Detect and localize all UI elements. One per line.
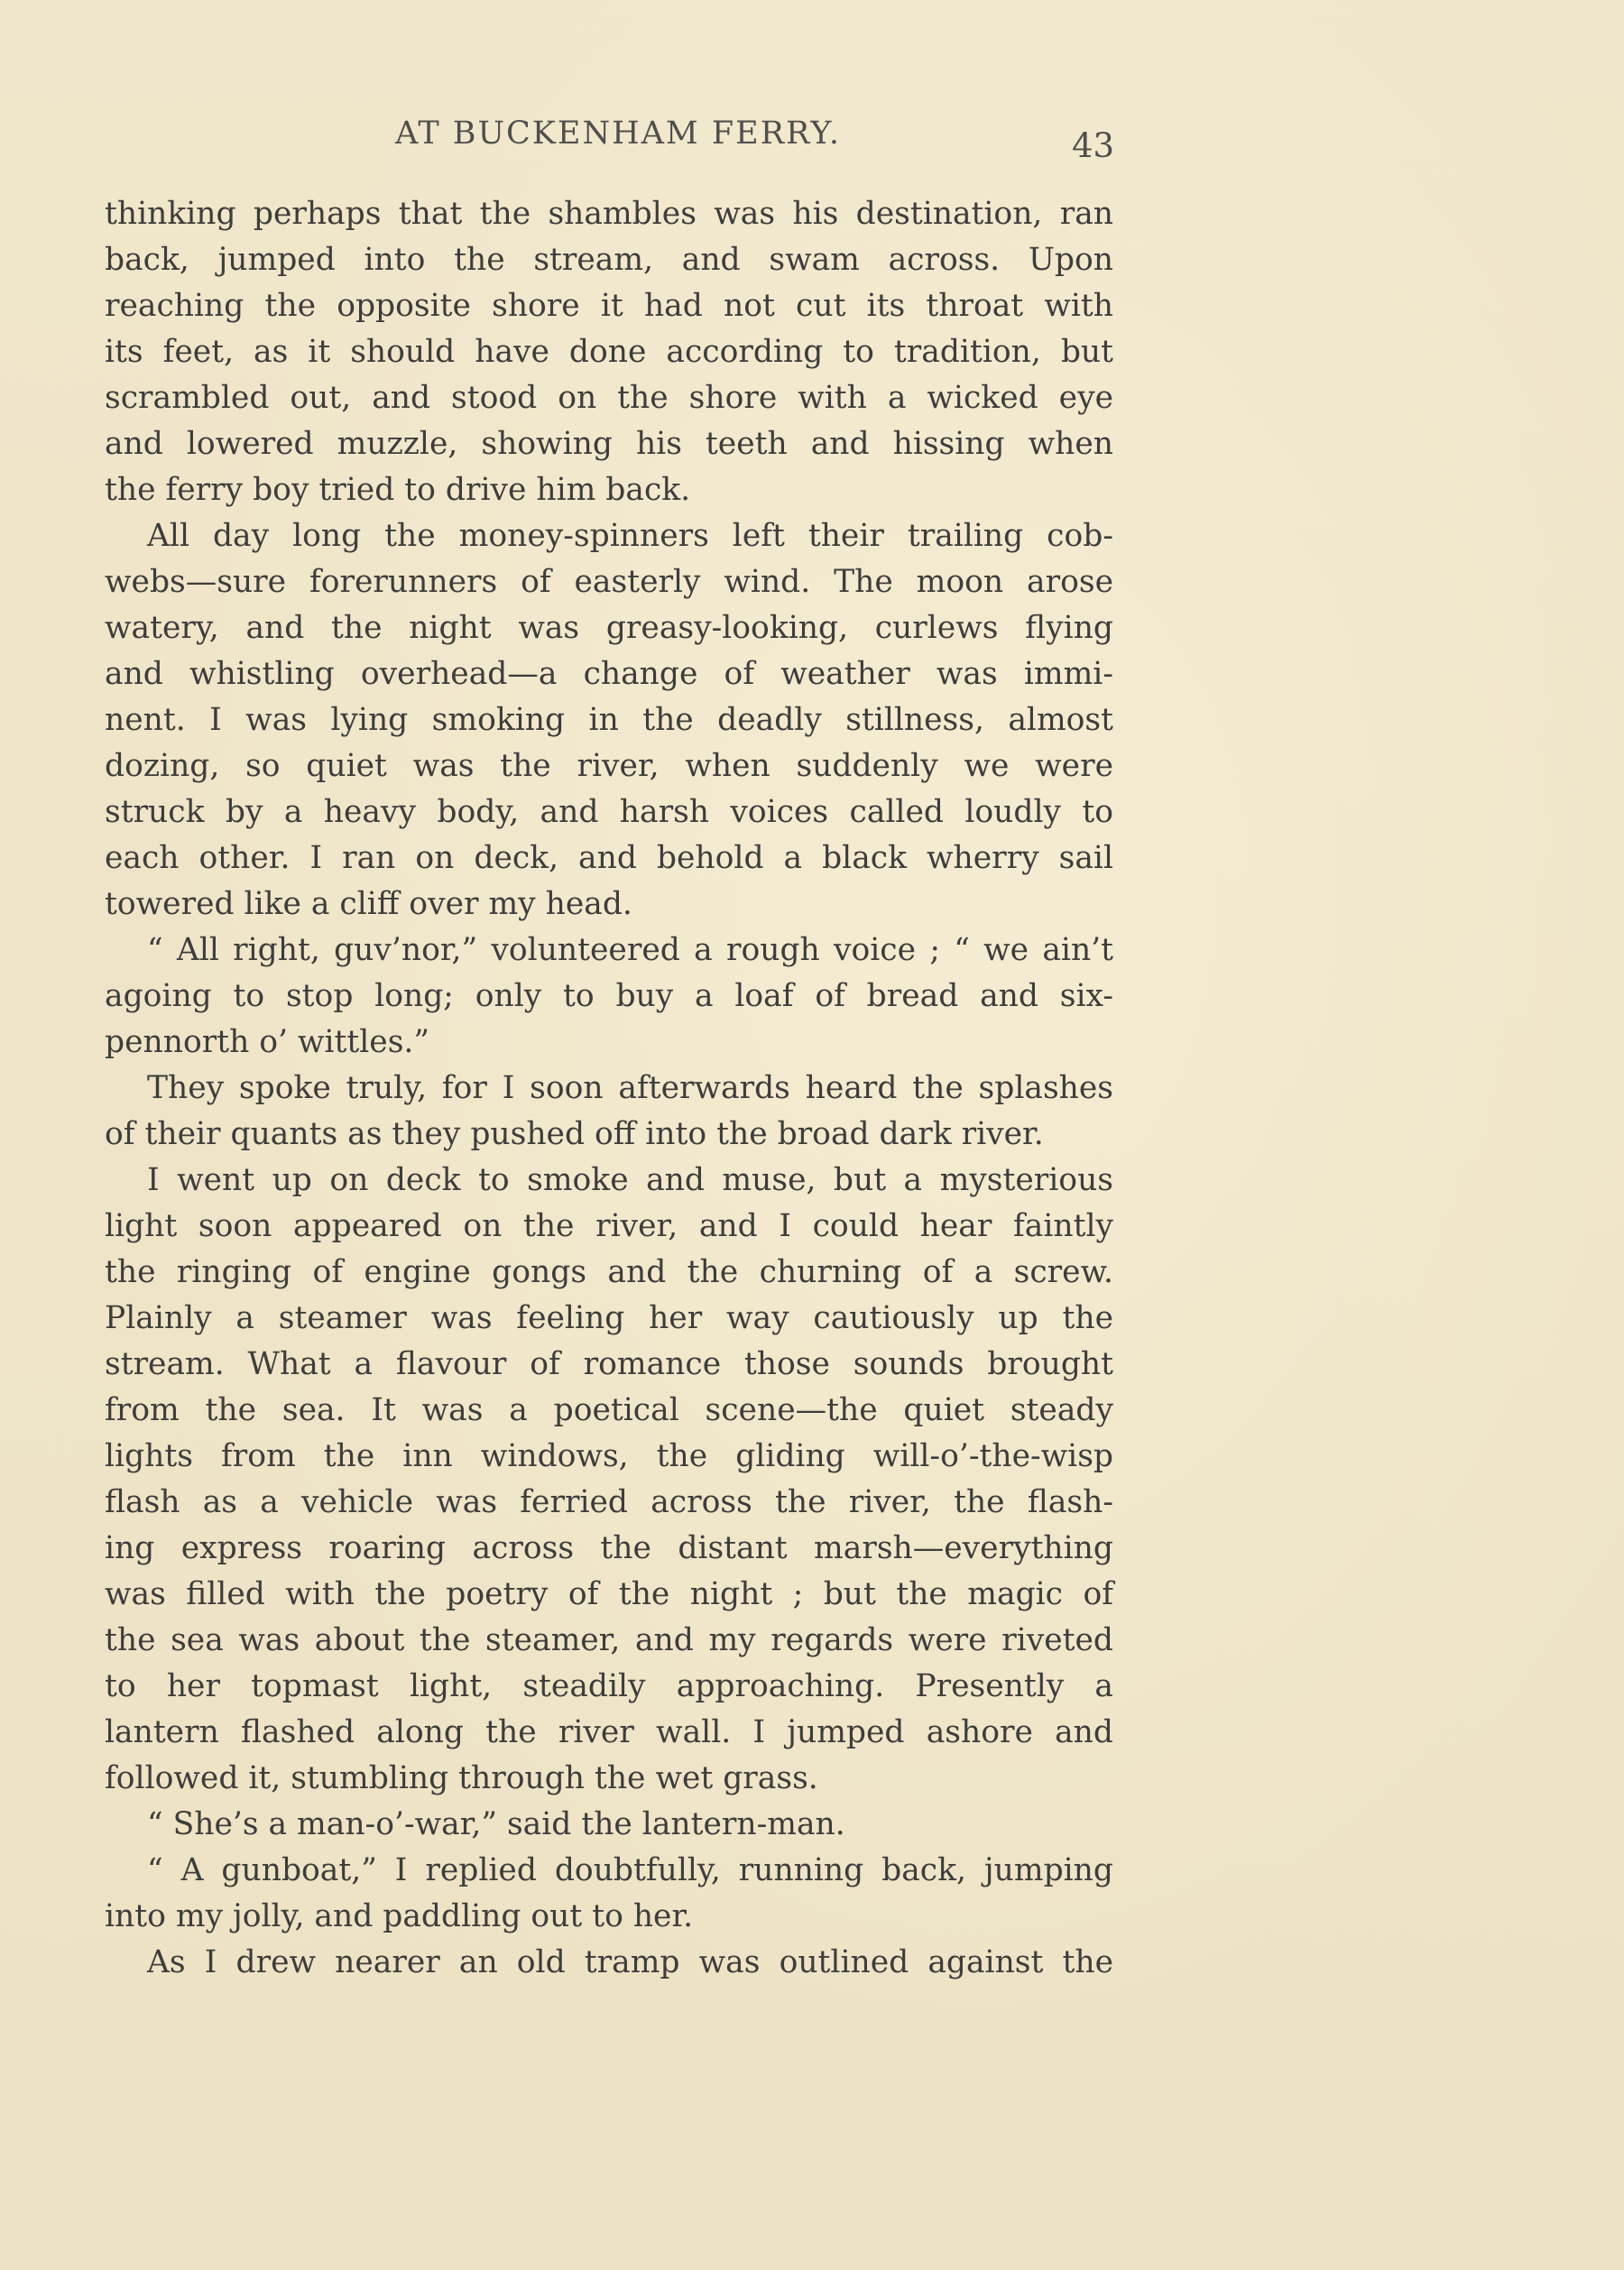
text-line: flash as a vehicle was ferried across the river, the flash- <box>105 1484 1113 1520</box>
text-line: watery, and the night was greasy-looking, curlews flying <box>105 610 1113 646</box>
text-line: thinking perhaps that the shambles was his destination, ran <box>105 196 1113 232</box>
text-line: its feet, as it should have done according to tradition, but <box>105 334 1113 370</box>
text-line: They spoke truly, for I soon afterwards heard the splashes <box>147 1070 1113 1106</box>
text-line: nent. I was lying smoking in the deadly stillness, almost <box>105 702 1113 738</box>
text-line: to her topmast light, steadily approaching. Presently a <box>105 1668 1113 1704</box>
text-line: the ringing of engine gongs and the churning of a screw. <box>105 1254 1113 1290</box>
text-line: was filled with the poetry of the night ; but the magic of <box>105 1576 1113 1612</box>
text-line: All day long the money-spinners left their trailing cob- <box>147 518 1113 554</box>
text-line: agoing to stop long; only to buy a loaf of bread and six- <box>105 978 1113 1014</box>
text-line: of their quants as they pushed off into the broad dark river. <box>105 1116 1044 1152</box>
text-line: and lowered muzzle, showing his teeth and hissing when <box>105 426 1113 462</box>
text-line: dozing, so quiet was the river, when suddenly we were <box>105 748 1113 784</box>
text-line: the ferry boy tried to drive him back. <box>105 472 691 508</box>
text-line: I went up on deck to smoke and muse, but a mysterious <box>147 1162 1113 1198</box>
text-line: each other. I ran on deck, and behold a black wherry sail <box>105 840 1113 876</box>
text-line: scrambled out, and stood on the shore with a wicked eye <box>105 380 1113 416</box>
text-line: struck by a heavy body, and harsh voices called loudly to <box>105 794 1113 830</box>
text-line: “ She’s a man-o’-war,” said the lantern-man. <box>147 1806 845 1842</box>
text-line: light soon appeared on the river, and I could hear faintly <box>105 1208 1113 1244</box>
text-line: the sea was about the steamer, and my regards were riveted <box>105 1622 1113 1658</box>
text-line: ing express roaring across the distant marsh—everything <box>105 1530 1113 1566</box>
text-line: pennorth o’ wittles.” <box>105 1024 430 1060</box>
text-line: and whistling overhead—a change of weather was immi- <box>105 656 1113 692</box>
text-line: stream. What a flavour of romance those sounds brought <box>105 1346 1113 1382</box>
text-line: Plainly a steamer was feeling her way cautiously up the <box>105 1300 1113 1336</box>
text-line: lights from the inn windows, the gliding will-o’-the-wisp <box>105 1438 1113 1474</box>
text-line: from the sea. It was a poetical scene—the quiet steady <box>105 1392 1113 1428</box>
text-line: reaching the opposite shore it had not cut its throat with <box>105 288 1113 324</box>
running-title: AT BUCKENHAM FERRY. <box>394 115 842 152</box>
text-line: followed it, stumbling through the wet grass. <box>105 1760 818 1796</box>
text-line: As I drew nearer an old tramp was outlined against the <box>147 1944 1113 1980</box>
page-number: 43 <box>1072 126 1115 165</box>
text-line: into my jolly, and paddling out to her. <box>105 1898 694 1934</box>
text-line: lantern flashed along the river wall. I jumped ashore and <box>105 1714 1113 1750</box>
text-line: webs—sure forerunners of easterly wind. The moon arose <box>105 564 1113 600</box>
body-text <box>105 191 1113 1986</box>
text-line: back, jumped into the stream, and swam across. Upon <box>105 242 1113 278</box>
text-line: “ A gunboat,” I replied doubtfully, running back, jumping <box>147 1852 1113 1888</box>
text-line: towered like a cliff over my head. <box>105 886 632 922</box>
text-line: “ All right, guv’nor,” volunteered a rough voice ; “ we ain’t <box>147 932 1113 968</box>
